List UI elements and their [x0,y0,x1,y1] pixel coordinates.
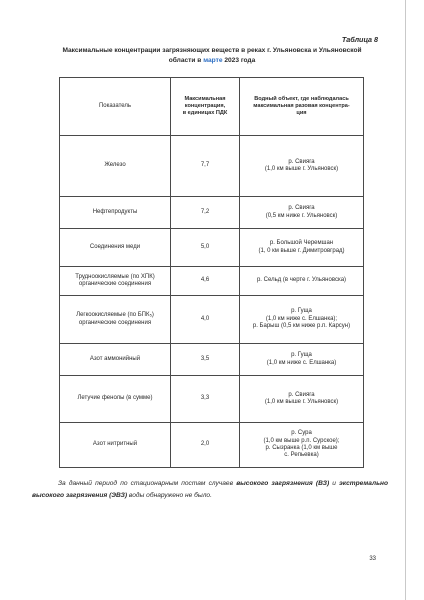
row-water-body: р. Свияга (0,5 км ниже г. Ульяновск) [240,197,364,229]
title-highlight-month: марте [203,57,223,64]
header-indicator: Показатель [60,78,171,136]
table-row [60,136,364,197]
row-indicator: Летучие фенолы (в сумме) [60,376,171,423]
row-water-body: р. Гуща (1,0 км ниже с. Елшанка) [240,344,364,376]
table-row [60,229,364,267]
title-part-1: Максимальные концентрации загрязняющих веществ в реках г. Ульяновска и Ульяновской области в [62,47,362,64]
row-water-body: р. Сельд (в черте г. Ульяновска) [240,267,364,296]
table-row [60,376,364,423]
row-indicator: Азот нитритный [60,423,171,468]
row-value: 4,6 [171,267,240,296]
row-value: 5,0 [171,229,240,267]
header-max-concentration: Максимальная концентрация, в единицах ПДК [171,78,240,136]
note-bold-extreme-pollution: экстремально высокого загрязнения (ЭВЗ) [32,480,388,499]
row-value: 3,5 [171,344,240,376]
row-water-body: р. Гуща (1,0 км ниже с. Елшанка); р. Барыш (0,5 км ниже р.п. Карсун) [240,296,364,344]
table-row [60,344,364,376]
pollutants-table [59,77,364,468]
page-edge-line [405,0,406,600]
row-water-body: р. Свияга (1,0 км выше г. Ульяновск) [240,136,364,197]
table-row [60,267,364,296]
table-label: Таблица 8 [341,35,378,44]
row-value: 7,2 [171,197,240,229]
footnote-paragraph [32,478,388,502]
table-row [60,296,364,344]
page-number: 33 [369,556,376,562]
row-indicator: Азот аммонийный [60,344,171,376]
note-part-1: За данный период по стационарным постам случаев [58,480,237,487]
table-row [60,197,364,229]
title-part-2: 2023 года [222,57,256,64]
row-indicator: Железо [60,136,171,197]
table-header-row [60,78,364,136]
row-value: 4,0 [171,296,240,344]
row-water-body: р. Большой Черемшан (1, 0 км выше г. Димитровград) [240,229,364,267]
note-part-2: и [329,480,340,487]
row-value: 3,3 [171,376,240,423]
table-title [56,46,368,66]
row-indicator: Соединения меди [60,229,171,267]
note-bold-high-pollution: высокого загрязнения (ВЗ) [236,480,330,487]
row-indicator: Трудноокисляемые (по ХПК) органические соединения [60,267,171,296]
row-value: 2,0 [171,423,240,468]
row-value: 7,7 [171,136,240,197]
note-part-3: воды обнаружено не было. [127,492,212,499]
row-water-body: р. Сура (1,0 км выше р.п. Сурское); р. Сызранка (1,0 км выше с. Репьевка) [240,423,364,468]
header-water-body: Водный объект, где наблюдалась максимальная разовая концентра- ция [240,78,364,136]
row-indicator: Легкоокисляемые (по БПК₅) органические соединения [60,296,171,344]
row-indicator: Нефтепродукты [60,197,171,229]
row-water-body: р. Свияга (1,0 км выше г. Ульяновск) [240,376,364,423]
table-row [60,423,364,468]
